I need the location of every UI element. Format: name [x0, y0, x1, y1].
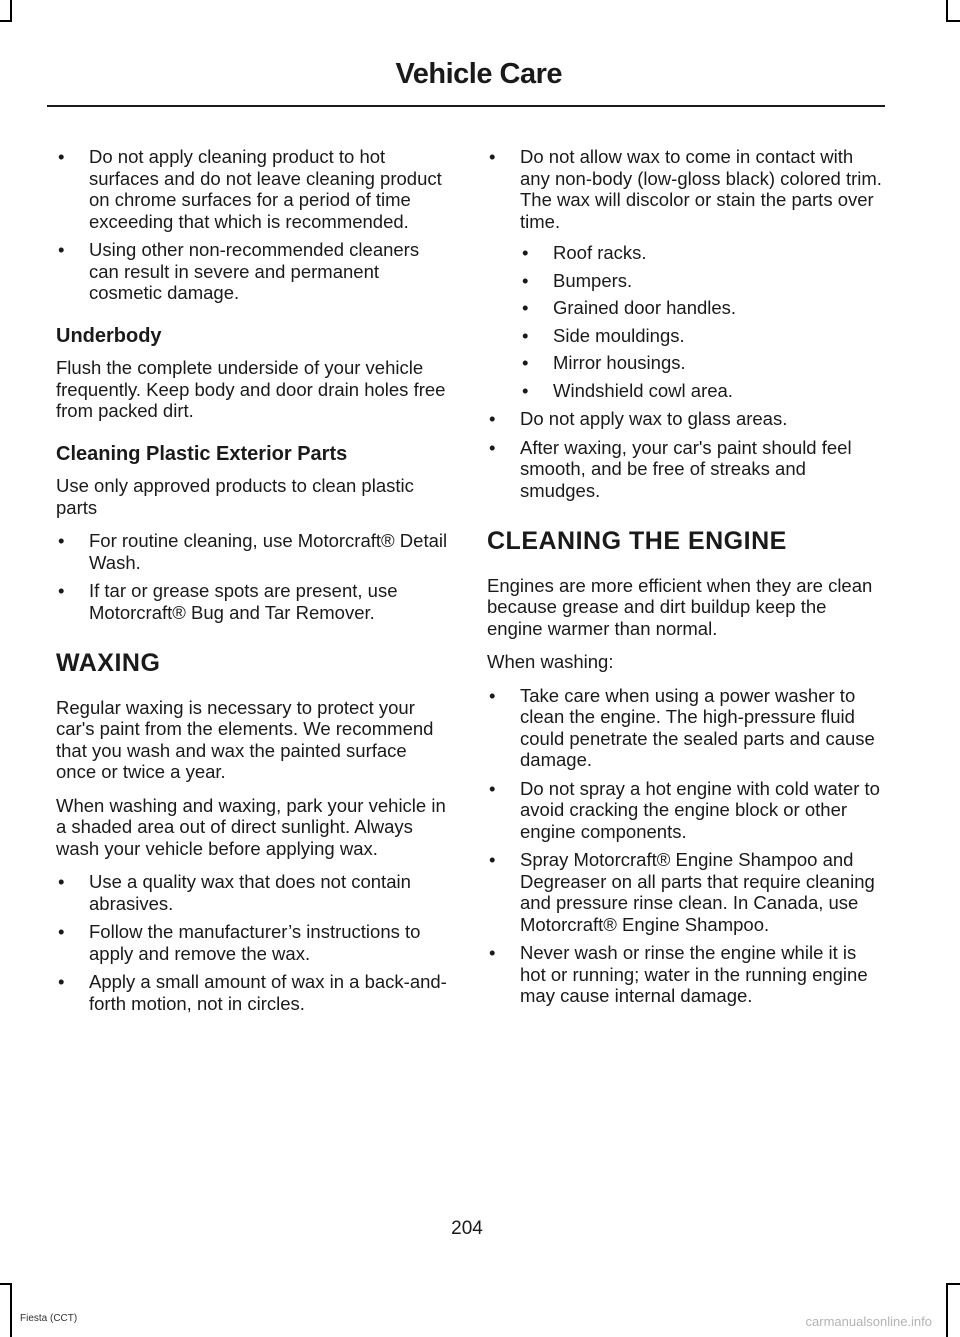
- plastic-parts-bullet-list: [56, 530, 448, 623]
- watermark: carmanualsonline.info: [805, 1314, 932, 1329]
- list-item: • After waxing, your car's paint should feel smooth, and be free of streaks and smudges.: [487, 437, 883, 502]
- crop-mark-bottom-left-h: [0, 1283, 12, 1285]
- right-column: [487, 146, 883, 1019]
- list-item: • Use a quality wax that does not contain abrasives.: [56, 871, 448, 914]
- crop-mark-top-right-h: [946, 20, 960, 22]
- list-item: • Apply a small amount of wax in a back-and-forth motion, not in circles.: [56, 971, 448, 1014]
- sub-list-item: • Bumpers.: [520, 270, 883, 292]
- crop-mark-bottom-right-v: [946, 1283, 948, 1337]
- crop-mark-top-right-v: [946, 0, 948, 22]
- sub-list-item: • Grained door handles.: [520, 297, 883, 319]
- wax-bullet-list: [487, 146, 883, 501]
- sub-list-item: • Side mouldings.: [520, 325, 883, 347]
- list-item: • Using other non-recommended cleaners can result in severe and permanent cosmetic damage.: [56, 239, 448, 304]
- header-rule: [47, 105, 885, 107]
- engine-paragraph-1: Engines are more efficient when they are clean because grease and dirt buildup keep the engine warmer than normal.: [487, 574, 873, 639]
- underbody-heading: Underbody: [56, 324, 162, 347]
- list-item: • Never wash or rinse the engine while it is hot or running; water in the running engine may cause internal damage.: [487, 942, 883, 1007]
- list-item: • Follow the manufacturer’s instructions to apply and remove the wax.: [56, 921, 448, 964]
- crop-mark-top-left-v: [10, 0, 12, 22]
- crop-mark-bottom-right-h: [946, 1283, 960, 1285]
- waxing-paragraph-2: When washing and waxing, park your vehicle in a shaded area out of direct sunlight. Always wash your vehicle before applying wax.: [56, 794, 446, 859]
- footer-model-label: Fiesta (CCT): [20, 1313, 78, 1324]
- plastic-parts-heading: Cleaning Plastic Exterior Parts: [56, 442, 348, 465]
- list-item: • Spray Motorcraft® Engine Shampoo and Degreaser on all parts that require cleaning and pressure rinse clean. In Canada, use Motorcraft® Engine Shampoo.: [487, 849, 883, 935]
- cleaning-engine-heading: CLEANING THE ENGINE: [487, 527, 787, 555]
- wax-contact-text: Do not allow wax to come in contact with any non-body (low-gloss black) colored trim. The wax will discolor or stain the parts over time.: [520, 146, 882, 232]
- sub-list-item: • Mirror housings.: [520, 352, 883, 374]
- waxing-bullet-list: [56, 871, 448, 1014]
- engine-paragraph-2: When washing:: [487, 651, 614, 672]
- list-item: • Do not spray a hot engine with cold water to avoid cracking the engine block or other engine components.: [487, 778, 883, 843]
- underbody-text: Flush the complete underside of your vehicle frequently. Keep body and door drain holes free from packed dirt.: [56, 357, 446, 421]
- page-number: 204: [451, 1218, 483, 1239]
- list-item: [487, 146, 883, 401]
- sub-list-item: • Roof racks.: [520, 242, 883, 264]
- intro-bullet-list: [56, 146, 448, 304]
- engine-bullet-list: [487, 685, 883, 1007]
- plastic-parts-text: Use only approved products to clean plastic parts: [56, 475, 414, 518]
- crop-mark-top-left-h: [0, 20, 12, 22]
- waxing-heading: WAXING: [56, 649, 161, 677]
- list-item: • For routine cleaning, use Motorcraft® Detail Wash.: [56, 530, 448, 573]
- waxing-paragraph-1: Regular waxing is necessary to protect your car's paint from the elements. We recommend that you wash and wax the painted surface once or twice a year.: [56, 696, 434, 782]
- section-title: Vehicle Care: [395, 58, 562, 90]
- list-item: • Take care when using a power washer to clean the engine. The high-pressure fluid could penetrate the sealed parts and cause damage.: [487, 685, 883, 771]
- crop-mark-bottom-left-v: [10, 1283, 12, 1337]
- list-item: • Do not apply cleaning product to hot surfaces and do not leave cleaning product on chrome surfaces for a period of time exceeding that which is recommended.: [56, 146, 448, 232]
- list-item: • Do not apply wax to glass areas.: [487, 408, 883, 430]
- list-item: • If tar or grease spots are present, use Motorcraft® Bug and Tar Remover.: [56, 580, 448, 623]
- left-column: [56, 146, 448, 1026]
- trim-parts-sublist: [520, 242, 883, 401]
- sub-list-item: • Windshield cowl area.: [520, 380, 883, 402]
